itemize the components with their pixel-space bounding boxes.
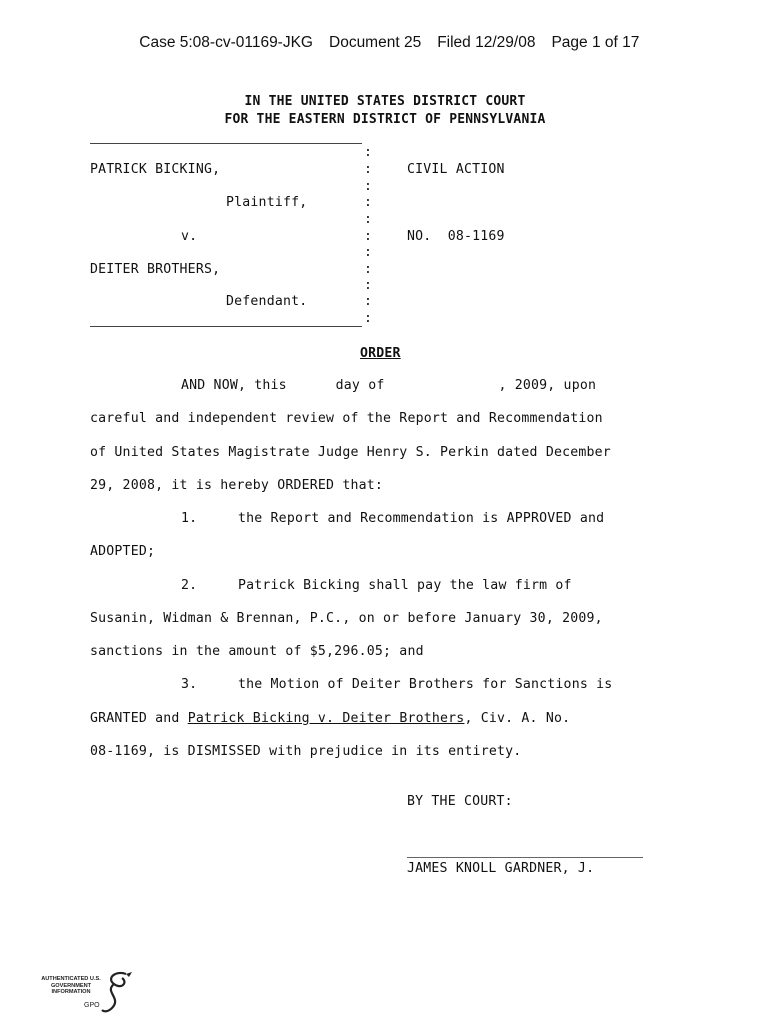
gpo-authentication-seal	[40, 968, 132, 1018]
docket-number: NO. 08-1169	[407, 229, 505, 244]
plaintiff-role: Plaintiff,	[226, 195, 308, 210]
seal-text: AUTHENTICATED U.S. GOVERNMENT INFORMATION	[41, 976, 101, 995]
civil-action-label: CIVIL ACTION	[407, 162, 505, 177]
court-name-line2: FOR THE EASTERN DISTRICT OF PENNSYLVANIA	[224, 112, 546, 127]
order-paragraph-line: AND NOW, this day of , 2009, upon	[181, 378, 597, 393]
order-item-3: 3. the Motion of Deiter Brothers for Sanctions is	[181, 677, 613, 692]
plaintiff-name: PATRICK BICKING,	[90, 162, 221, 177]
text-segment: , Civ. A. No.	[464, 711, 571, 726]
signature-line	[407, 857, 643, 858]
caption-colon: :	[364, 278, 373, 293]
versus: v.	[181, 229, 198, 244]
caption-top-rule	[90, 143, 362, 144]
order-item-2-cont: sanctions in the amount of $5,296.05; and	[90, 644, 424, 659]
court-name-line1: IN THE UNITED STATES DISTRICT COURT	[244, 94, 526, 109]
order-item-2-cont: Susanin, Widman & Brennan, P.C., on or before January 30, 2009,	[90, 611, 603, 626]
order-paragraph-line: 29, 2008, it is hereby ORDERED that:	[90, 478, 384, 493]
order-item-1: 1. the Report and Recommendation is APPROVED and	[181, 511, 605, 526]
caption-colon: :	[364, 229, 373, 244]
caption-colon: :	[364, 162, 373, 177]
caption-colon: :	[364, 294, 373, 309]
order-item-1-cont: ADOPTED;	[90, 544, 156, 559]
defendant-role: Defendant.	[226, 294, 308, 309]
text-segment: GRANTED and	[90, 711, 188, 726]
judge-name: JAMES KNOLL GARDNER, J.	[407, 861, 595, 876]
order-item-3-cont: 08-1169, is DISMISSED with prejudice in its entirety.	[90, 744, 522, 759]
order-item-2: 2. Patrick Bicking shall pay the law firm of	[181, 578, 572, 593]
document-number: Document 25	[329, 34, 422, 51]
eagle-icon	[96, 968, 136, 1016]
seal-gpo: GPO	[84, 1002, 100, 1009]
order-title: ORDER	[360, 346, 401, 361]
order-paragraph-line: of United States Magistrate Judge Henry S. Perkin dated December	[90, 445, 611, 460]
caption-colon: :	[364, 145, 373, 160]
case-number: Case 5:08-cv-01169-JKG	[139, 34, 313, 51]
case-citation: Patrick Bicking v. Deiter Brothers	[187, 711, 465, 726]
caption-colon: :	[364, 179, 373, 194]
filed-date: Filed 12/29/08	[437, 34, 536, 51]
by-the-court: BY THE COURT:	[407, 794, 513, 809]
caption-colon: :	[364, 311, 373, 326]
order-paragraph-line: careful and independent review of the Report and Recommendation	[90, 411, 603, 426]
caption-colon: :	[364, 212, 373, 227]
order-item-3-cont	[90, 711, 570, 726]
defendant-name: DEITER BROTHERS,	[90, 262, 221, 277]
caption-bottom-rule	[90, 326, 362, 327]
caption-colon: :	[364, 245, 373, 260]
caption-colon: :	[364, 195, 373, 210]
page-indicator: Page 1 of 17	[551, 34, 640, 51]
caption-colon: :	[364, 262, 373, 277]
filing-header	[0, 16, 770, 52]
